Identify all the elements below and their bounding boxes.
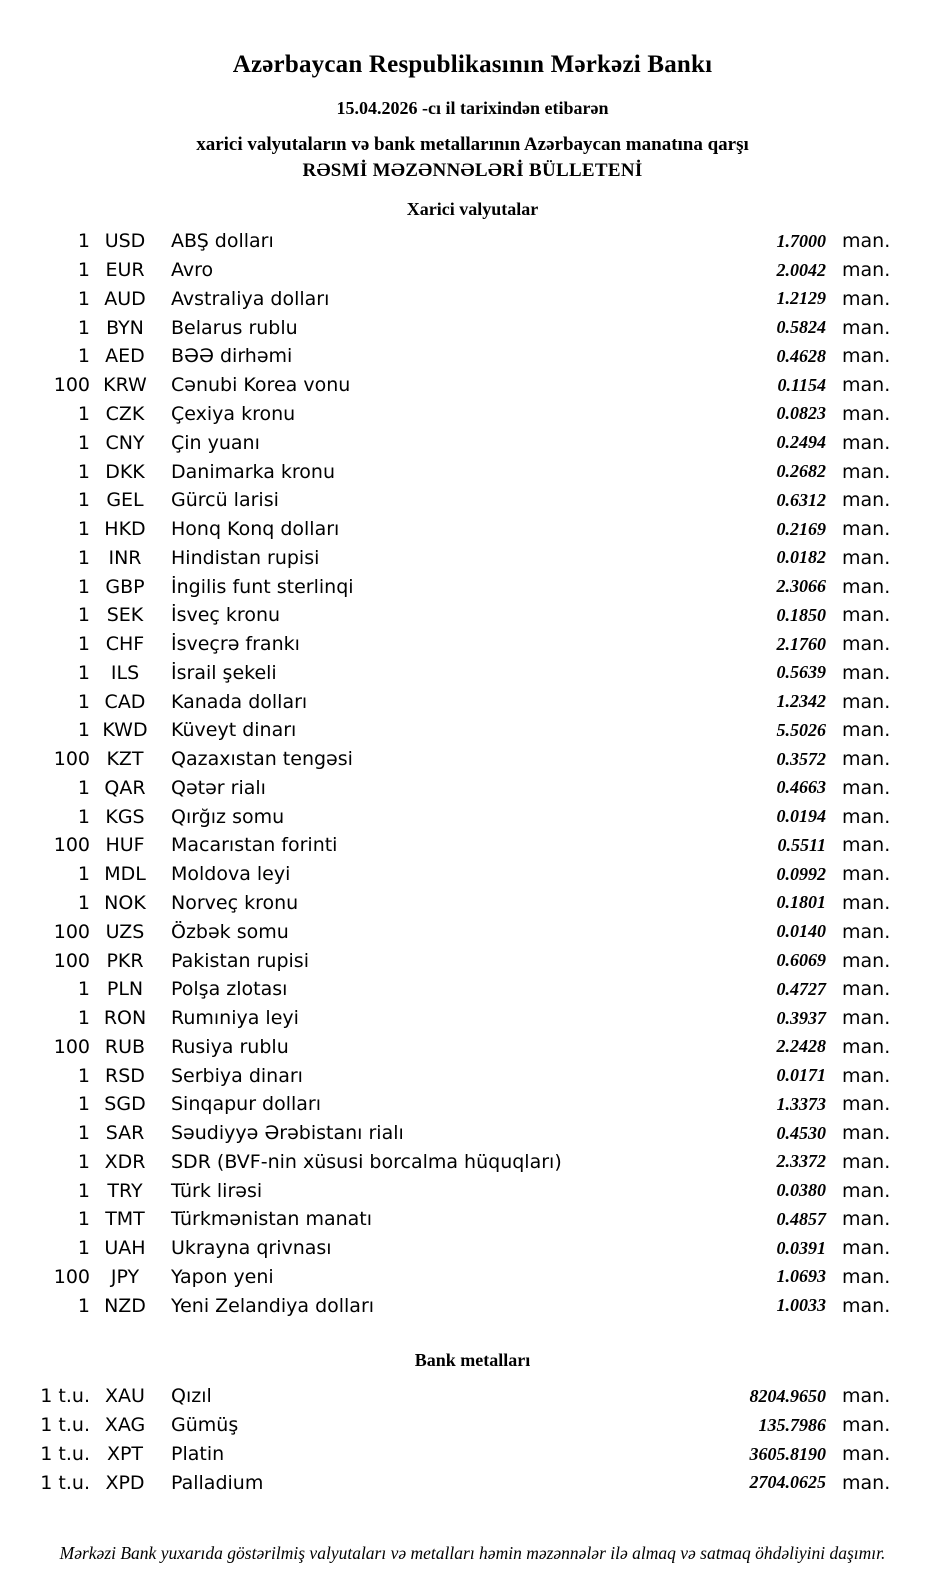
currency-name: Gümüş [171,1414,239,1437]
rate-row [0,1176,945,1205]
currency-name: Avstraliya dolları [171,287,330,310]
manat-unit-label: man. [842,776,891,799]
currency-name: SDR (BVF-nin xüsusi borcalma hüquqları) [171,1150,562,1173]
rate-row [0,975,945,1004]
quantity-value: 1 [77,316,90,339]
exchange-rate-value: 0.2494 [776,432,826,453]
manat-unit-label: man. [842,1007,891,1030]
rate-row [0,802,945,831]
exchange-rate-value: 0.5639 [776,662,826,683]
rate-row [0,1061,945,1090]
currency-name: Qazaxıstan tengəsi [171,748,353,771]
currency-code: XAG [104,1414,146,1437]
quantity-value: 100 [53,1035,90,1058]
quantity-value: 1 [77,1179,90,1202]
manat-unit-label: man. [842,978,891,1001]
currency-name: Danimarka kronu [171,460,336,483]
bulletin-subtitle-line1: xarici valyutaların və bank metallarının Azərbaycan manatına qarşı [196,134,749,155]
manat-unit-label: man. [842,575,891,598]
currency-code: KZT [106,748,144,771]
currency-name: Cənubi Korea vonu [171,374,351,397]
manat-unit-label: man. [842,1064,891,1087]
exchange-rate-value: 0.6312 [776,489,826,510]
exchange-rate-value: 2704.0625 [749,1472,826,1493]
exchange-rate-value: 0.5511 [777,834,826,855]
quantity-value: 1 [77,431,90,454]
quantity-value: 1 [77,604,90,627]
manat-unit-label: man. [842,1294,891,1317]
rate-row [0,889,945,918]
currency-name: İsrail şekeli [171,661,277,684]
manat-unit-label: man. [842,1237,891,1260]
exchange-rate-value: 0.4530 [776,1122,826,1143]
rate-row [0,1032,945,1061]
manat-unit-label: man. [842,316,891,339]
rate-row [0,745,945,774]
currency-code: UZS [105,920,145,943]
rate-row [0,831,945,860]
currency-name: Platin [171,1443,225,1465]
currency-code: GBP [105,575,145,598]
currency-name: Norveç kronu [171,891,299,914]
exchange-rate-value: 2.3372 [776,1151,826,1172]
quantity-value: 1 [77,575,90,598]
manat-unit-label: man. [842,690,891,713]
manat-unit-label: man. [842,1443,891,1465]
quantity-value: 100 [53,949,90,972]
quantity-value: 1 [77,1208,90,1231]
exchange-rate-value: 0.2169 [776,518,826,539]
exchange-rate-value: 2.3066 [776,576,826,597]
quantity-value: 1 t.u. [40,1443,90,1465]
exchange-rate-value: 1.2129 [776,288,826,309]
currency-name: Ukrayna qrivnası [171,1237,332,1260]
currency-code: HKD [104,518,146,541]
metals-table [0,1382,945,1497]
exchange-rate-value: 2.0042 [776,259,826,280]
exchange-rate-value: 0.0992 [776,863,826,884]
rate-row [0,342,945,371]
quantity-value: 100 [53,920,90,943]
currency-code: BYN [106,316,144,339]
quantity-value: 1 [77,402,90,425]
manat-unit-label: man. [842,546,891,569]
currency-code: DKK [105,460,145,483]
currency-name: Yeni Zelandiya dolları [171,1294,375,1317]
currency-code: SAR [105,1122,145,1145]
currency-code: KWD [102,719,148,742]
quantity-value: 1 [77,805,90,828]
quantity-value: 100 [53,374,90,397]
currency-code: CZK [105,402,145,425]
quantity-value: 1 t.u. [40,1414,90,1437]
exchange-rate-value: 0.4857 [776,1208,826,1229]
exchange-rate-value: 0.0140 [776,921,826,942]
rate-row [0,400,945,429]
rate-row [0,658,945,687]
rate-row [0,515,945,544]
currency-code: TMT [105,1208,145,1231]
quantity-value: 1 [77,345,90,368]
currency-code: XPD [105,1471,145,1494]
manat-unit-label: man. [842,920,891,943]
rate-row [0,774,945,803]
rate-row [0,486,945,515]
rate-row [0,428,945,457]
currency-name: Sinqapur dolları [171,1093,322,1116]
manat-unit-label: man. [842,230,891,253]
currency-name: Avro [171,259,214,282]
currency-code: NOK [104,891,146,914]
currency-name: İngilis funt sterlinqi [171,575,354,598]
exchange-rate-value: 0.5824 [776,317,826,338]
quantity-value: 1 [77,661,90,684]
manat-unit-label: man. [842,1035,891,1058]
manat-unit-label: man. [842,374,891,397]
quantity-value: 1 [77,719,90,742]
manat-unit-label: man. [842,1179,891,1202]
currency-code: RON [103,1007,147,1030]
exchange-rate-value: 1.3373 [776,1093,826,1114]
manat-unit-label: man. [842,863,891,886]
exchange-rate-value: 0.6069 [776,950,826,971]
currency-name: Səudiyyə Ərəbistanı rialı [171,1122,404,1145]
rate-row [0,601,945,630]
exchange-rate-value: 0.0182 [776,547,826,568]
exchange-rate-value: 0.0194 [776,806,826,827]
quantity-value: 100 [53,1265,90,1288]
manat-unit-label: man. [842,287,891,310]
exchange-rate-value: 2.2428 [776,1036,826,1057]
rate-row [0,1291,945,1320]
exchange-rate-value: 3605.8190 [749,1443,826,1464]
exchange-rate-value: 0.3572 [776,748,826,769]
effective-date-line: 15.04.2026 -cı il tarixindən etibarən [336,98,609,118]
quantity-value: 1 [77,1237,90,1260]
currency-code: MDL [104,863,146,886]
manat-unit-label: man. [842,345,891,368]
currency-code: NZD [104,1294,146,1317]
currency-section-title: Xarici valyutalar [406,199,539,219]
exchange-rate-value: 0.1850 [776,604,826,625]
rate-row [0,1148,945,1177]
exchange-rate-value: 0.3937 [776,1007,826,1028]
currency-code: SEK [106,604,144,627]
quantity-value: 100 [53,834,90,857]
page-title: Azərbaycan Respublikasının Mərkəzi Bankı [232,51,713,78]
rate-row [0,1205,945,1234]
currency-code: EUR [105,259,145,282]
quantity-value: 1 [77,776,90,799]
manat-unit-label: man. [842,1414,891,1437]
rate-row [0,572,945,601]
quantity-value: 1 [77,489,90,512]
currency-name: Yapon yeni [171,1265,274,1288]
bulletin-subtitle-line2: RƏSMİ MƏZƏNNƏLƏRİ BÜLLETENİ [302,160,643,181]
currency-name: Belarus rublu [171,316,298,339]
currency-code: XDR [104,1150,146,1173]
quantity-value: 1 [77,1122,90,1145]
currency-code: PLN [106,978,144,1001]
rate-row [0,371,945,400]
currency-name: BƏƏ dirhəmi [171,345,293,368]
exchange-rate-value: 5.5026 [776,719,826,740]
currency-name: Qırğız somu [171,805,285,828]
quantity-value: 1 [77,891,90,914]
manat-unit-label: man. [842,633,891,656]
manat-unit-label: man. [842,719,891,742]
quantity-value: 1 [77,978,90,1001]
currency-name: Rumıniya leyi [171,1007,299,1030]
currency-code: XPT [106,1443,144,1465]
manat-unit-label: man. [842,1122,891,1145]
exchange-rate-value: 0.4727 [776,978,826,999]
currency-code: USD [104,230,146,253]
currency-code: RSD [105,1064,145,1087]
rate-row [0,285,945,314]
exchange-rate-value: 1.7000 [776,230,826,251]
currency-code: ILS [110,661,140,684]
currency-code: CNY [105,431,145,454]
rate-row [0,1004,945,1033]
currency-name: Hindistan rupisi [171,546,320,569]
manat-unit-label: man. [842,1265,891,1288]
manat-unit-label: man. [842,1471,891,1494]
currency-code: SGD [104,1093,146,1116]
currency-code: UAH [104,1237,146,1260]
rate-row [0,1440,945,1469]
currency-name: Qətər rialı [171,776,266,799]
currency-code: JPY [110,1265,140,1288]
rate-row [0,1382,945,1411]
quantity-value: 1 [77,460,90,483]
exchange-rate-value: 8204.9650 [749,1385,826,1406]
rate-row [0,1234,945,1263]
manat-unit-label: man. [842,518,891,541]
currency-code: GEL [106,489,144,512]
exchange-rate-value: 0.4663 [776,777,826,798]
exchange-rate-value: 1.2342 [776,691,826,712]
rate-row [0,457,945,486]
rate-row [0,1090,945,1119]
currency-code: KGS [105,805,145,828]
currency-name: Macarıstan forinti [171,834,338,857]
currency-code: RUB [104,1035,146,1058]
currency-name: Palladium [171,1471,264,1494]
currency-name: Çexiya kronu [171,402,296,425]
currency-name: Moldova leyi [171,863,291,886]
currency-code: PKR [106,949,144,972]
quantity-value: 1 [77,230,90,253]
currency-name: Polşa zlotası [171,978,288,1001]
quantity-value: 1 [77,1064,90,1087]
currency-name: Kanada dolları [171,690,308,713]
rate-row [0,946,945,975]
manat-unit-label: man. [842,834,891,857]
rate-row [0,860,945,889]
rate-row [0,313,945,342]
manat-unit-label: man. [842,460,891,483]
manat-unit-label: man. [842,259,891,282]
rate-row [0,227,945,256]
currency-name: Pakistan rupisi [171,949,309,972]
currency-name: Türkmənistan manatı [171,1208,373,1231]
exchange-rate-value: 135.7986 [758,1414,826,1435]
quantity-value: 100 [53,748,90,771]
rate-row [0,1468,945,1497]
currency-name: Gürcü larisi [171,489,279,512]
currency-code: AUD [104,287,146,310]
currency-name: Rusiya rublu [171,1035,289,1058]
currency-code: KRW [103,374,147,397]
manat-unit-label: man. [842,489,891,512]
manat-unit-label: man. [842,1208,891,1231]
quantity-value: 1 [77,518,90,541]
currency-code: HUF [105,834,145,857]
exchange-rate-value: 0.2682 [776,461,826,481]
metals-section-title: Bank metalları [414,1350,531,1371]
currency-code: TRY [107,1179,143,1202]
currency-name: Serbiya dinarı [171,1064,303,1087]
rate-row [0,687,945,716]
quantity-value: 1 [77,690,90,713]
quantity-value: 1 [77,287,90,310]
quantity-value: 1 t.u. [40,1471,90,1494]
quantity-value: 1 [77,1294,90,1317]
exchange-rate-value: 0.0391 [776,1237,826,1258]
manat-unit-label: man. [842,805,891,828]
quantity-value: 1 [77,633,90,656]
manat-unit-label: man. [842,604,891,627]
quantity-value: 1 [77,1007,90,1030]
currency-code: XAU [105,1385,145,1408]
currency-name: İsveçrə frankı [171,633,300,656]
exchange-rate-value: 0.1801 [776,892,826,913]
currency-code: CHF [105,633,145,656]
currency-name: Honq Konq dolları [171,518,340,541]
currency-name: Qızıl [171,1385,212,1408]
currency-name: İsveç kronu [171,604,281,627]
rate-row [0,543,945,572]
rate-row [0,1411,945,1440]
currency-name: Özbək somu [171,920,289,943]
rate-row [0,256,945,285]
currency-name: Türk lirəsi [171,1179,263,1202]
currency-code: CAD [104,690,146,713]
manat-unit-label: man. [842,1150,891,1173]
exchange-rate-value: 0.0171 [776,1065,826,1086]
exchange-rate-value: 0.4628 [776,345,826,366]
exchange-rate-value: 0.0380 [776,1180,826,1201]
manat-unit-label: man. [842,661,891,684]
rate-row [0,630,945,659]
currency-name: ABŞ dolları [171,230,274,253]
manat-unit-label: man. [842,1093,891,1116]
rate-row [0,1263,945,1292]
quantity-value: 1 [77,1093,90,1116]
manat-unit-label: man. [842,1385,891,1408]
exchange-rate-value: 1.0693 [776,1266,826,1287]
currency-table [0,227,945,1320]
manat-unit-label: man. [842,891,891,914]
exchange-rate-value: 2.1760 [776,633,826,654]
quantity-value: 1 t.u. [40,1385,90,1408]
quantity-value: 1 [77,546,90,569]
manat-unit-label: man. [842,402,891,425]
rate-row [0,716,945,745]
currency-code: AED [105,345,145,368]
manat-unit-label: man. [842,431,891,454]
currency-name: Küveyt dinarı [171,719,297,742]
exchange-rate-value: 1.0033 [776,1295,826,1316]
currency-name: Çin yuanı [171,431,260,454]
quantity-value: 1 [77,259,90,282]
exchange-rate-value: 0.1154 [777,374,826,395]
currency-code: QAR [104,776,146,799]
quantity-value: 1 [77,1150,90,1173]
manat-unit-label: man. [842,949,891,972]
exchange-rate-value: 0.0823 [776,403,826,424]
quantity-value: 1 [77,863,90,886]
rate-row [0,1119,945,1148]
manat-unit-label: man. [842,748,891,771]
disclaimer-text: Mərkəzi Bank yuxarıda göstərilmiş valyutaları və metalları həmin məzənnələr ilə almaq və satmaq öhdəliyini daşımır. [59,1543,886,1564]
currency-code: INR [108,546,142,569]
rate-row [0,917,945,946]
